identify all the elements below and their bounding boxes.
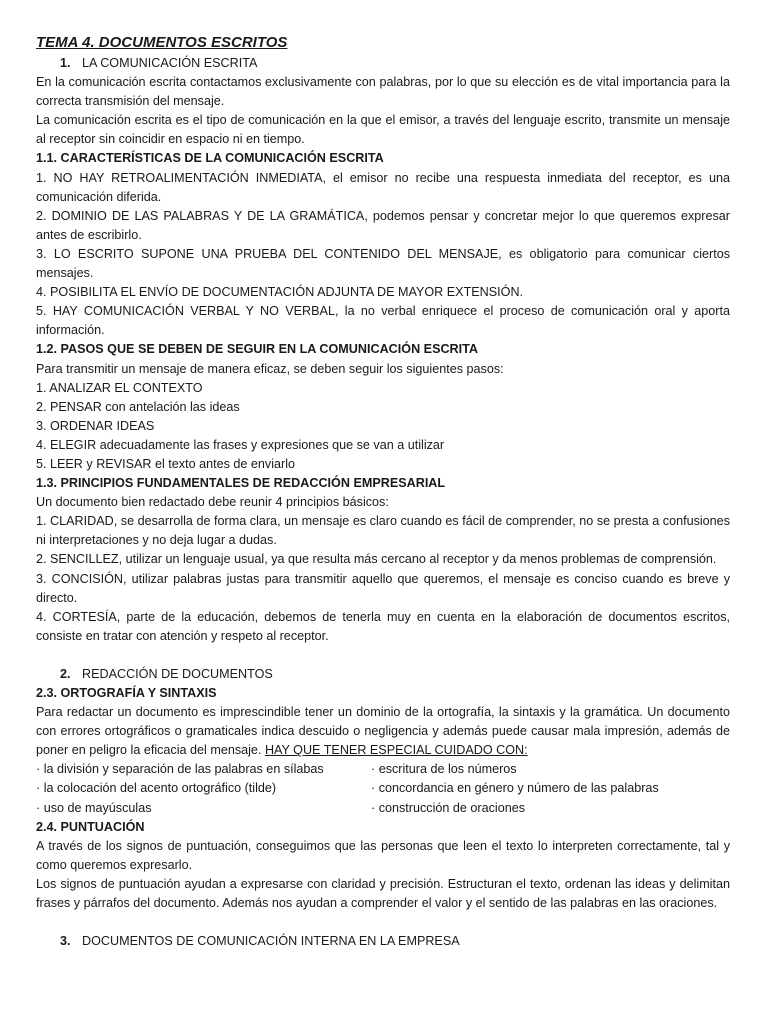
subsection-heading-1-1: 1.1. CARACTERÍSTICAS DE LA COMUNICACIÓN ESCRITA (36, 151, 384, 166)
section-2-heading (36, 665, 730, 684)
list-item: 5. LEER y REVISAR el texto antes de enviarlo (36, 456, 296, 471)
paragraph: Un documento bien redactado debe reunir 4 principios básicos: (36, 495, 389, 510)
list-item: 5. HAY COMUNICACIÓN VERBAL Y NO VERBAL, la no verbal enriquece el proceso de comunicación oral y aporta información. (36, 304, 730, 338)
spacer (36, 646, 730, 665)
list-item: 4. ELEGIR adecuadamente las frases y expresiones que se van a utilizar (36, 437, 445, 452)
subsection-heading-2-3: 2.3. ORTOGRAFÍA Y SINTAXIS (36, 686, 217, 700)
care-list-item: · la división y separación de las palabras en sílabas (36, 762, 324, 777)
subsection-heading-1-2: 1.2. PASOS QUE SE DEBEN DE SEGUIR EN LA COMUNICACIÓN ESCRITA (36, 342, 479, 357)
subsection-heading-1-3: 1.3. PRINCIPIOS FUNDAMENTALES DE REDACCIÓN EMPRESARIAL (36, 476, 446, 491)
care-list-item: · la colocación del acento ortográfico (tilde) (36, 781, 277, 796)
list-item: 1. NO HAY RETROALIMENTACIÓN INMEDIATA, el emisor no recibe una respuesta inmediata del receptor, es una comunicación diferida. (36, 170, 730, 204)
paragraph: En la comunicación escrita contactamos exclusivamente con palabras, por lo que su elección es de vital importancia para la correcta transmisión del mensaje. (36, 75, 730, 109)
paragraph: Para transmitir un mensaje de manera eficaz, se deben seguir los siguientes pasos: (36, 361, 504, 376)
paragraph: La comunicación escrita es el tipo de comunicación en la que el emisor, a través del lenguaje escrito, transmite un mensaje al receptor sin coincidir en espacio ni en tiempo. (36, 113, 730, 147)
care-list-row (36, 779, 730, 798)
paragraph: Los signos de puntuación ayudan a expresarse con claridad y precisión. Estructuran el texto, ordenan las ideas y delimitan frases y párrafos del documento. Además nos ayudan a comprender el valor y el sentido de las palabras en las oraciones. (36, 876, 730, 911)
paragraph (36, 703, 730, 760)
section-1-number: 1. (60, 56, 71, 70)
list-item: 3. LO ESCRITO SUPONE UNA PRUEBA DEL CONTENIDO DEL MENSAJE, es obligatorio para comunicar ciertos mensajes. (36, 246, 730, 281)
care-list-item: · uso de mayúsculas (36, 800, 152, 815)
subsection-heading-2-4: 2.4. PUNTUACIÓN (36, 819, 145, 834)
section-2-title: REDACCIÓN DE DOCUMENTOS (82, 666, 273, 681)
list-item: 2. DOMINIO DE LAS PALABRAS Y DE LA GRAMÁTICA, podemos pensar y concretar mejor lo que queremos expresar antes de escribirlo. (36, 208, 730, 242)
section-3-heading (36, 932, 730, 951)
list-item: 4. POSIBILITA EL ENVÍO DE DOCUMENTACIÓN ADJUNTA DE MAYOR EXTENSIÓN. (36, 285, 524, 300)
section-3-title: DOCUMENTOS DE COMUNICACIÓN INTERNA EN LA EMPRESA (82, 934, 460, 949)
spacer (36, 913, 730, 932)
list-item: 3. CONCISIÓN, utilizar palabras justas para transmitir aquello que queremos, el mensaje es conciso cuando es breve y directo. (36, 571, 730, 605)
paragraph: A través de los signos de puntuación, conseguimos que las personas que leen el texto lo interpreten correctamente, tal y como queremos expresarlo. (36, 838, 730, 872)
care-list-row (36, 799, 730, 818)
section-3-number: 3. (60, 934, 71, 949)
list-item: 2. PENSAR con antelación las ideas (36, 399, 240, 414)
section-1-title: LA COMUNICACIÓN ESCRITA (82, 56, 258, 70)
list-item: 3. ORDENAR IDEAS (36, 418, 155, 433)
document-title: TEMA 4. DOCUMENTOS ESCRITOS (36, 34, 288, 51)
list-item: 1. ANALIZAR EL CONTEXTO (36, 380, 203, 395)
underlined-note: HAY QUE TENER ESPECIAL CUIDADO CON: (264, 743, 528, 758)
section-2-number: 2. (60, 666, 71, 681)
list-item: 2. SENCILLEZ, utilizar un lenguaje usual, ya que resulta más cercano al receptor y da menos problemas de comprensión. (36, 552, 717, 567)
care-list-item: · escritura de los números (371, 762, 517, 777)
care-list-item: · concordancia en género y número de las palabras (371, 781, 659, 796)
section-1-heading (36, 54, 730, 73)
care-list-item: · construcción de oraciones (371, 800, 526, 815)
paragraph-text: Para redactar un documento es imprescindible tener un dominio de la ortografía, la sintaxis y la gramática. Un documento con errores ortográficos o gramaticales indica descuido o negligencia y además puede causar mala impresión, además de poner en peligro la eficacia del mensaje. (36, 705, 730, 758)
list-item: 4. CORTESÍA, parte de la educación, debemos de tenerla muy en cuenta en la elaboración de documentos escritos, consiste en tratar con atención y respeto al receptor. (36, 609, 730, 643)
care-list-row (36, 760, 730, 779)
document-page (36, 30, 730, 951)
list-item: 1. CLARIDAD, se desarrolla de forma clara, un mensaje es claro cuando es fácil de comprender, no se presta a confusiones ni interpretaciones y no deja lugar a dudas. (36, 514, 730, 548)
